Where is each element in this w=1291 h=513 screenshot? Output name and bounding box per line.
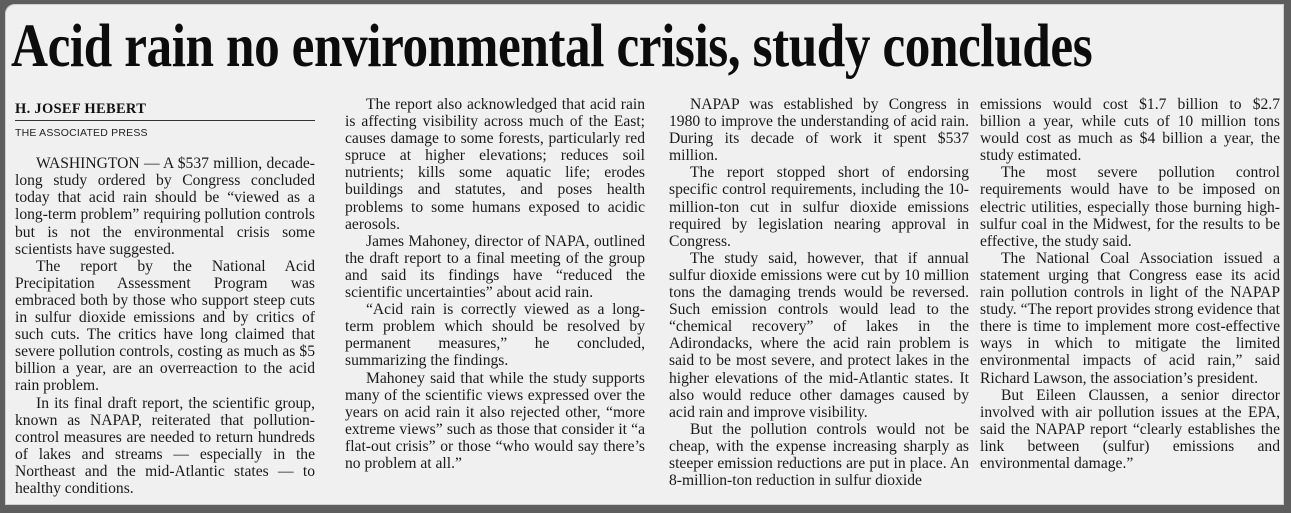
newspaper-clipping	[5, 4, 1284, 505]
paragraph: The report stopped short of endorsing specific control requirements, including the 10-million-ton cut in sulfur dioxide emissions required by legislation nearing approval in Congress.	[669, 164, 969, 250]
paragraph: But the pollution controls would not be cheap, with the expense increasing sharply as steeper emission reductions are put in place. An 8-million-ton reduction in sulfur dioxide	[669, 420, 969, 490]
column-2	[345, 96, 645, 472]
paragraph-continued: emissions would cost $1.7 billion to $2.7 billion a year, while cuts of 10 million tons would cost as much as $4 billion a year, the study estimated.	[980, 96, 1280, 165]
paragraph: The National Coal Association issued a statement urging that Congress ease its acid rain pollution controls in light of the NAPAP study. “The report provides strong evidence that there is time to implement more cost-effective ways in which to mitigate the limited environmental impacts of acid rain,” said Richard Lawson, the association’s president.	[980, 249, 1280, 387]
wire-credit: THE ASSOCIATED PRESS	[15, 127, 148, 140]
column-3	[669, 96, 969, 489]
paragraph: NAPAP was established by Congress in 1980 to improve the understanding of acid rain. During its decade of work it spent $537 million.	[669, 96, 969, 165]
paragraph: The most severe pollution control requirements would have to be imposed on electric utilities, especially those burning high-sulfur coal in the Midwest, for the results to be effective, the study said.	[980, 164, 1280, 250]
byline: H. JOSEF HEBERT	[15, 101, 315, 121]
article-body	[15, 96, 1280, 505]
paragraph: The report also acknowledged that acid rain is affecting visibility across much of the East; causes damage to some forests, particularly red spruce at higher elevations; reduces soil nutrients; kills some aquatic life; erodes buildings and statutes, and poses health problems to some humans exposed to acidic aerosols.	[345, 96, 645, 233]
paragraph: “Acid rain is correctly viewed as a long-term problem which should be resolved by permanent measures,” he concluded, summarizing the findings.	[345, 301, 645, 370]
paragraph: Mahoney said that while the study supports many of the scientific views expressed over the years on acid rain it also rejected other, “more extreme views” such as those that consider it “a flat-out crisis” or those “who would say there’s no problem at all.”	[345, 369, 645, 472]
column-1	[15, 101, 315, 497]
column-4	[980, 96, 1280, 472]
paragraph: The study said, however, that if annual sulfur dioxide emissions were cut by 10 million tons the damaging trends would be reversed. Such emission controls would lead to the “chemical recovery” of lakes in the Adirondacks, where the acid rain problem is said to be most severe, and protect lakes in the higher elevations of the mid-Atlantic states. It also would reduce other damages caused by acid rain and improve visibility.	[669, 249, 969, 421]
paragraph: But Eileen Claussen, a senior director involved with air pollution issues at the EPA, said the NAPAP report “clearly establishes the link between (sulfur) emissions and environmental damage.”	[980, 386, 1280, 472]
paragraph: The report by the National Acid Precipitation Assessment Program was embraced both by those who support steep cuts in sulfur dioxide emissions and by critics of such cuts. The critics have long claimed that severe pollution controls, costing as much as $5 billion a year, are an overreaction to the acid rain problem.	[15, 257, 315, 395]
paragraph: WASHINGTON — A $537 million, decade-long study ordered by Congress concluded today that acid rain should be “viewed as a long-term problem” requiring pollution controls but is not the environmental crisis some scientists have suggested.	[15, 155, 315, 258]
headline: Acid rain no environmental crisis, study concludes	[11, 13, 1093, 80]
paragraph: James Mahoney, director of NAPA, outlined the draft report to a final meeting of the group and said its findings have “reduced the scientific uncertainties” about acid rain.	[345, 232, 645, 302]
paragraph: In its final draft report, the scientific group, known as NAPAP, reiterated that pollution-control measures are needed to return hundreds of lakes and streams — especially in the Northeast and the mid-Atlantic states — to healthy conditions.	[15, 394, 315, 497]
